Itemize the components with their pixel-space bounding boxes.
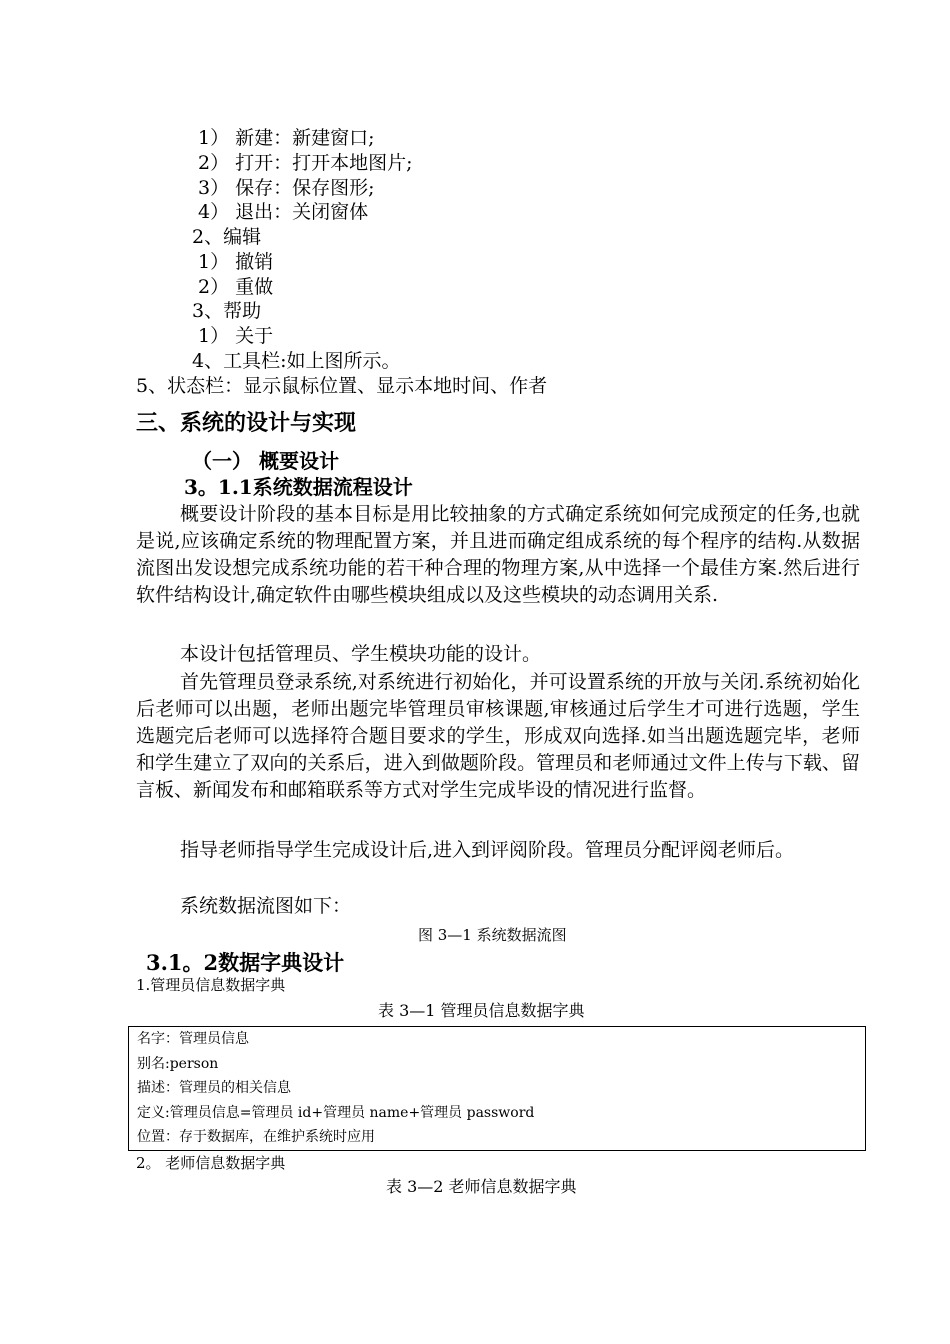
table2-caption: 表 3—2 老师信息数据字典 xyxy=(386,1177,577,1196)
paragraph-overview: 概要设计阶段的基本目标是用比较抽象的方式确定系统如何完成预定的任务,也就是说,应该确定系统的物理配置方案，并且进而确定组成系统的每个程序的结构.从数据流图出发设想完成系统功能的若干种合理的物理方案,从中选择一个最佳方案.然后进行软件结构设计,确定软件由哪些模块组成以及这些模块的动态调用关系. xyxy=(136,503,860,606)
section-312-title: 3.1。2数据字典设计 xyxy=(146,950,345,975)
statusbar-line: 5、状态栏：显示鼠标位置、显示本地时间、作者 xyxy=(136,375,548,397)
table-row: 名字：管理员信息 xyxy=(137,1031,249,1047)
menu-item-undo: 1） 撤销 xyxy=(198,251,274,273)
menu-help-heading: 3、帮助 xyxy=(192,300,262,322)
menu-item-redo: 2） 重做 xyxy=(198,276,274,298)
figure-caption: 图 3—1 系统数据流图 xyxy=(418,926,567,944)
menu-item-new: 1） 新建：新建窗口; xyxy=(198,127,375,149)
paragraph-review: 指导老师指导学生完成设计后,进入到评阅阶段。管理员分配评阅老师后。 xyxy=(180,839,795,861)
menu-item-open: 2） 打开：打开本地图片; xyxy=(198,152,413,174)
menu-item-save: 3） 保存：保存图形; xyxy=(198,177,375,199)
item-teacher-dictionary: 2。 老师信息数据字典 xyxy=(136,1154,286,1172)
table-row: 描述：管理员的相关信息 xyxy=(137,1080,291,1097)
paragraph-process: 首先管理员登录系统,对系统进行初始化，并可设置系统的开放与关闭.系统初始化后老师可以出题，老师出题完毕管理员审核课题,审核通过后学生才可进行选题，学生选题完后老师可以选择符合题目要求的学生，形成双向选择.如当出题选题完毕，老师和学生建立了双向的关系后，进入到做题阶段。管理员和老师通过文件上传与下载、留言板、新闻发布和邮箱联系等方式对学生完成毕设的情况进行监督。 xyxy=(136,671,860,801)
menu-item-about: 1） 关于 xyxy=(198,325,274,347)
subsubsection-title: 3。1.1系统数据流程设计 xyxy=(184,475,413,499)
admin-dictionary-table xyxy=(128,1026,866,1151)
menu-item-exit: 4） 退出：关闭窗体 xyxy=(198,201,369,223)
table-row: 定义:管理员信息=管理员 id+管理员 name+管理员 password xyxy=(137,1104,535,1121)
subsection-title: （一） 概要设计 xyxy=(192,449,339,473)
table-row: 别名:person xyxy=(137,1055,219,1072)
paragraph-scope: 本设计包括管理员、学生模块功能的设计。 xyxy=(180,643,542,665)
toolbar-line: 4、工具栏:如上图所示。 xyxy=(192,350,401,372)
paragraph-dataflow-intro: 系统数据流图如下： xyxy=(180,895,352,917)
section-title: 三、系统的设计与实现 xyxy=(136,410,357,436)
menu-edit-heading: 2、编辑 xyxy=(192,226,262,248)
table1-caption: 表 3—1 管理员信息数据字典 xyxy=(378,1001,585,1020)
item-admin-dictionary: 1.管理员信息数据字典 xyxy=(136,976,286,994)
table-row: 位置：存于数据库，在维护系统时应用 xyxy=(137,1129,375,1146)
